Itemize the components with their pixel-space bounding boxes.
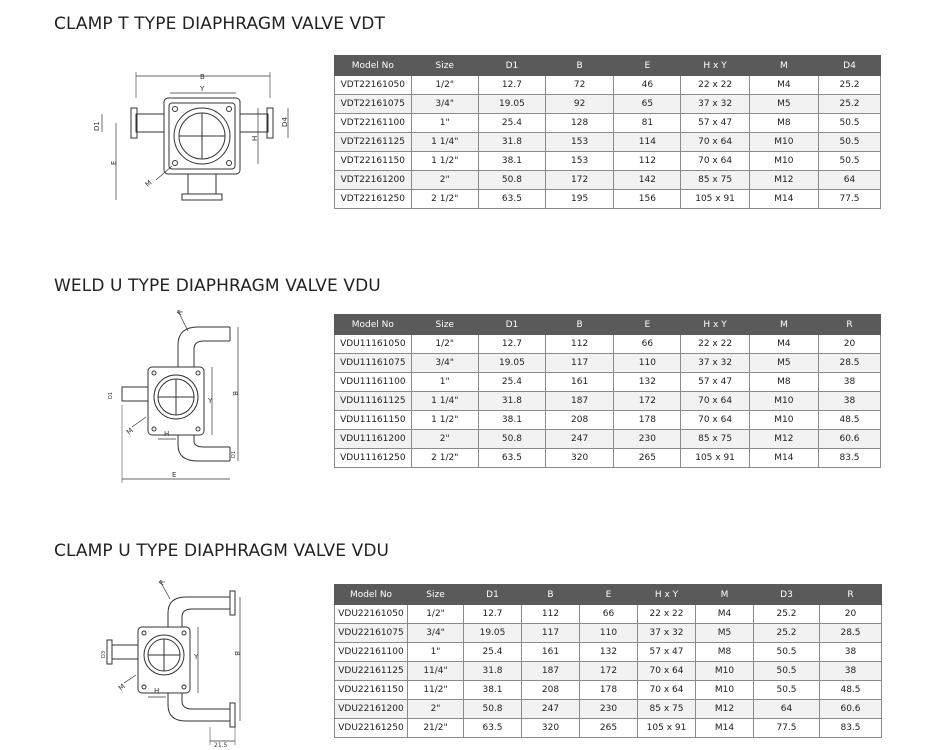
col-header: D4 (819, 56, 881, 76)
spec-table-clamp-u (334, 584, 882, 738)
table-cell: 320 (522, 719, 580, 738)
table-cell: VDU11161150 (335, 411, 412, 430)
table-cell: 50.5 (819, 114, 881, 133)
table-cell: 112 (522, 605, 580, 624)
table-cell: 105 x 91 (681, 449, 749, 468)
table-cell: M12 (749, 171, 818, 190)
table-cell: 3/4" (411, 95, 478, 114)
table-cell: 117 (546, 354, 614, 373)
table-cell: 38.1 (478, 152, 545, 171)
table-cell: 153 (546, 133, 614, 152)
table-cell: M14 (749, 190, 818, 209)
table-cell: 38 (820, 643, 882, 662)
table-cell: 19.05 (478, 354, 545, 373)
table-cell: 161 (546, 373, 614, 392)
table-cell: VDT22161075 (335, 95, 412, 114)
table-cell: M4 (696, 605, 754, 624)
table-cell: 37 x 32 (638, 624, 696, 643)
col-header: B (522, 585, 580, 605)
table-cell: 265 (614, 449, 681, 468)
table-cell: 12.7 (464, 605, 522, 624)
table-cell: 178 (614, 411, 681, 430)
table-cell: 1/2" (411, 335, 478, 354)
table-cell: 64 (819, 171, 881, 190)
table-cell: 22 x 22 (681, 335, 749, 354)
table-cell: 172 (546, 171, 614, 190)
dim-r-label: R (175, 308, 185, 317)
table-cell: 12.7 (478, 76, 545, 95)
table-cell: 50.8 (478, 171, 545, 190)
table-cell: 50.8 (464, 700, 522, 719)
table-cell: 195 (546, 190, 614, 209)
dim-21-5-label: 21.5 (214, 742, 228, 749)
table-cell: 25.4 (478, 373, 545, 392)
table-cell: 64 (754, 700, 820, 719)
table-cell: 230 (580, 700, 638, 719)
table-cell: 38 (820, 662, 882, 681)
dim-h-label: H (154, 687, 160, 695)
table-cell: M10 (749, 133, 818, 152)
dim-m-label: M (143, 178, 154, 189)
table-cell: 153 (546, 152, 614, 171)
table-cell: M10 (749, 152, 818, 171)
table-cell: 117 (522, 624, 580, 643)
section-title: WELD U TYPE DIAPHRAGM VALVE VDU (54, 276, 381, 296)
table-cell: 83.5 (819, 449, 881, 468)
table-cell: 19.05 (478, 95, 545, 114)
table-cell: 22 x 22 (638, 605, 696, 624)
table-cell: M5 (696, 624, 754, 643)
col-header: Model No (335, 56, 412, 76)
table-row (335, 95, 881, 114)
dim-m-label: M (117, 682, 127, 693)
table-cell: 72 (546, 76, 614, 95)
table-cell: 46 (614, 76, 681, 95)
col-header: D3 (754, 585, 820, 605)
table-cell: 172 (614, 392, 681, 411)
table-cell: 208 (546, 411, 614, 430)
dim-r-label: R (157, 578, 167, 587)
col-header: M (696, 585, 754, 605)
table-header-row (335, 585, 882, 605)
table-cell: 63.5 (478, 190, 545, 209)
dim-y-label: Y (200, 85, 205, 93)
table-cell: VDU22161150 (335, 681, 408, 700)
table-cell: VDU11161075 (335, 354, 412, 373)
table-cell: 57 x 47 (681, 373, 749, 392)
table-cell: 2 1/2" (411, 449, 478, 468)
table-cell: 28.5 (819, 354, 881, 373)
table-cell: 38 (819, 392, 881, 411)
table-cell: 70 x 64 (638, 681, 696, 700)
table-cell: 3/4" (408, 624, 464, 643)
table-cell: 31.8 (478, 133, 545, 152)
table-cell: 57 x 47 (638, 643, 696, 662)
spec-table-weld-u (334, 314, 881, 468)
col-header: B (546, 315, 614, 335)
table-cell: M10 (749, 392, 818, 411)
table-cell: 1 1/4" (411, 133, 478, 152)
table-cell: 142 (614, 171, 681, 190)
col-header: H x Y (681, 56, 749, 76)
table-cell: VDU22161200 (335, 700, 408, 719)
table-header-row (335, 56, 881, 76)
col-header: R (819, 315, 881, 335)
dim-d1-label: D1 (93, 121, 101, 131)
table-cell: 11/4" (408, 662, 464, 681)
table-cell: 37 x 32 (681, 95, 749, 114)
table-cell: 25.2 (819, 95, 881, 114)
table-cell: M8 (696, 643, 754, 662)
table-cell: 172 (580, 662, 638, 681)
table-cell: 132 (614, 373, 681, 392)
table-cell: 187 (546, 392, 614, 411)
table-cell: 25.2 (754, 605, 820, 624)
table-cell: 21/2" (408, 719, 464, 738)
table-cell: 25.4 (478, 114, 545, 133)
table-cell: M8 (749, 114, 818, 133)
dim-e-label: E (110, 160, 118, 165)
table-cell: 2" (411, 171, 478, 190)
valve-diagram-clamp-t (88, 68, 308, 213)
table-cell: 19.05 (464, 624, 522, 643)
table-cell: M10 (696, 681, 754, 700)
table-cell: M4 (749, 76, 818, 95)
table-row (335, 133, 881, 152)
table-cell: 25.4 (464, 643, 522, 662)
table-cell: M5 (749, 354, 818, 373)
table-cell: VDU11161100 (335, 373, 412, 392)
table-row (335, 354, 881, 373)
table-cell: 114 (614, 133, 681, 152)
table-cell: VDU22161250 (335, 719, 408, 738)
table-cell: VDU22161125 (335, 662, 408, 681)
col-header: Size (411, 315, 478, 335)
table-cell: 50.5 (754, 662, 820, 681)
table-cell: 1" (411, 373, 478, 392)
table-cell: 2" (408, 700, 464, 719)
table-row (335, 681, 882, 700)
table-cell: VDT22161150 (335, 152, 412, 171)
table-cell: 247 (522, 700, 580, 719)
table-row (335, 392, 881, 411)
col-header: E (614, 56, 681, 76)
col-header: B (546, 56, 614, 76)
col-header: H x Y (638, 585, 696, 605)
table-cell: 1/2" (408, 605, 464, 624)
table-cell: 28.5 (820, 624, 882, 643)
table-cell: 48.5 (819, 411, 881, 430)
table-cell: 50.5 (819, 133, 881, 152)
table-cell: M12 (749, 430, 818, 449)
table-cell: 70 x 64 (681, 392, 749, 411)
dim-b-label: B (200, 73, 205, 81)
table-row (335, 373, 881, 392)
section-title: CLAMP U TYPE DIAPHRAGM VALVE VDU (54, 541, 390, 561)
table-cell: VDU11161125 (335, 392, 412, 411)
table-cell: 57 x 47 (681, 114, 749, 133)
table-cell: 2 1/2" (411, 190, 478, 209)
table-cell: 1 1/4" (411, 392, 478, 411)
table-cell: 85 x 75 (638, 700, 696, 719)
dim-d1-label: D1 (108, 391, 114, 399)
table-cell: 25.2 (754, 624, 820, 643)
table-cell: 187 (522, 662, 580, 681)
table-row (335, 190, 881, 209)
table-cell: 50.5 (754, 681, 820, 700)
col-header: Size (408, 585, 464, 605)
table-cell: 208 (522, 681, 580, 700)
table-cell: 128 (546, 114, 614, 133)
col-header: M (749, 315, 818, 335)
table-cell: 320 (546, 449, 614, 468)
table-cell: 70 x 64 (681, 411, 749, 430)
table-cell: 31.8 (464, 662, 522, 681)
table-cell: 63.5 (464, 719, 522, 738)
table-cell: 85 x 75 (681, 430, 749, 449)
table-cell: 77.5 (754, 719, 820, 738)
table-header-row (335, 315, 881, 335)
table-cell: 66 (614, 335, 681, 354)
table-cell: 60.6 (819, 430, 881, 449)
table-cell: 1/2" (411, 76, 478, 95)
table-cell: VDU11161200 (335, 430, 412, 449)
table-cell: 81 (614, 114, 681, 133)
table-cell: M10 (696, 662, 754, 681)
table-row (335, 430, 881, 449)
table-cell: M4 (749, 335, 818, 354)
table-row (335, 411, 881, 430)
table-cell: VDU11161250 (335, 449, 412, 468)
table-row (335, 719, 882, 738)
table-cell: 38.1 (478, 411, 545, 430)
table-cell: 50.5 (754, 643, 820, 662)
table-cell: 20 (820, 605, 882, 624)
table-cell: 83.5 (820, 719, 882, 738)
table-cell: 110 (580, 624, 638, 643)
dim-h-label: H (251, 135, 259, 141)
table-cell: 37 x 32 (681, 354, 749, 373)
table-cell: 1 1/2" (411, 411, 478, 430)
table-cell: M10 (749, 411, 818, 430)
dim-b-label: B (231, 391, 239, 396)
table-row (335, 700, 882, 719)
table-row (335, 449, 881, 468)
table-cell: 22 x 22 (681, 76, 749, 95)
table-cell: M14 (696, 719, 754, 738)
dim-d1b-label: D1 (231, 450, 237, 458)
table-cell: M14 (749, 449, 818, 468)
col-header: E (580, 585, 638, 605)
table-cell: M5 (749, 95, 818, 114)
table-cell: 1" (408, 643, 464, 662)
table-cell: 1 1/2" (411, 152, 478, 171)
table-cell: 50.5 (819, 152, 881, 171)
table-row (335, 624, 882, 643)
table-cell: 70 x 64 (681, 152, 749, 171)
table-row (335, 152, 881, 171)
table-cell: 25.2 (819, 76, 881, 95)
table-cell: 112 (546, 335, 614, 354)
table-cell: VDU11161050 (335, 335, 412, 354)
table-cell: 265 (580, 719, 638, 738)
table-row (335, 605, 882, 624)
table-cell: 156 (614, 190, 681, 209)
table-cell: 110 (614, 354, 681, 373)
table-cell: 60.6 (820, 700, 882, 719)
table-cell: 12.7 (478, 335, 545, 354)
table-cell: 92 (546, 95, 614, 114)
table-cell: 48.5 (820, 681, 882, 700)
dim-d3-label: D3 (101, 650, 107, 658)
table-cell: 20 (819, 335, 881, 354)
table-cell: VDT22161050 (335, 76, 412, 95)
col-header: D1 (464, 585, 522, 605)
col-header: H x Y (681, 315, 749, 335)
table-cell: VDU22161075 (335, 624, 408, 643)
table-row (335, 335, 881, 354)
table-cell: 1" (411, 114, 478, 133)
col-header: Model No (335, 585, 408, 605)
table-cell: VDU22161100 (335, 643, 408, 662)
table-row (335, 114, 881, 133)
table-cell: 66 (580, 605, 638, 624)
table-cell: 2" (411, 430, 478, 449)
table-cell: VDU22161050 (335, 605, 408, 624)
col-header: D1 (478, 315, 545, 335)
table-cell: 38 (819, 373, 881, 392)
table-cell: M8 (749, 373, 818, 392)
table-cell: 105 x 91 (638, 719, 696, 738)
dim-h-label: H (164, 430, 170, 438)
dim-y-label: Y (208, 397, 213, 405)
table-cell: 247 (546, 430, 614, 449)
table-row (335, 643, 882, 662)
valve-diagram-weld-u (100, 305, 250, 490)
table-cell: M12 (696, 700, 754, 719)
table-cell: 31.8 (478, 392, 545, 411)
table-cell: VDT22161125 (335, 133, 412, 152)
valve-diagram-clamp-u (98, 575, 248, 750)
dim-e-label: E (172, 471, 177, 479)
col-header: D1 (478, 56, 545, 76)
spec-table-clamp-t (334, 55, 881, 209)
table-cell: 70 x 64 (681, 133, 749, 152)
table-cell: 161 (522, 643, 580, 662)
table-cell: VDT22161250 (335, 190, 412, 209)
col-header: E (614, 315, 681, 335)
table-cell: VDT22161100 (335, 114, 412, 133)
col-header: M (749, 56, 818, 76)
table-cell: 3/4" (411, 354, 478, 373)
table-cell: 38.1 (464, 681, 522, 700)
table-cell: 63.5 (478, 449, 545, 468)
dim-y-label: Y (194, 653, 199, 661)
dim-d4-label: D4 (281, 117, 289, 127)
section-title: CLAMP T TYPE DIAPHRAGM VALVE VDT (54, 14, 385, 34)
table-cell: 65 (614, 95, 681, 114)
table-cell: 105 x 91 (681, 190, 749, 209)
table-cell: 70 x 64 (638, 662, 696, 681)
dim-m-label: M (125, 426, 135, 437)
table-cell: 230 (614, 430, 681, 449)
table-row (335, 662, 882, 681)
table-cell: 50.8 (478, 430, 545, 449)
table-cell: 132 (580, 643, 638, 662)
col-header: Model No (335, 315, 412, 335)
table-row (335, 76, 881, 95)
col-header: Size (411, 56, 478, 76)
col-header: R (820, 585, 882, 605)
table-cell: VDT22161200 (335, 171, 412, 190)
dim-b-label: B (233, 651, 241, 656)
table-cell: 112 (614, 152, 681, 171)
table-cell: 85 x 75 (681, 171, 749, 190)
table-cell: 77.5 (819, 190, 881, 209)
table-row (335, 171, 881, 190)
table-cell: 178 (580, 681, 638, 700)
table-cell: 11/2" (408, 681, 464, 700)
